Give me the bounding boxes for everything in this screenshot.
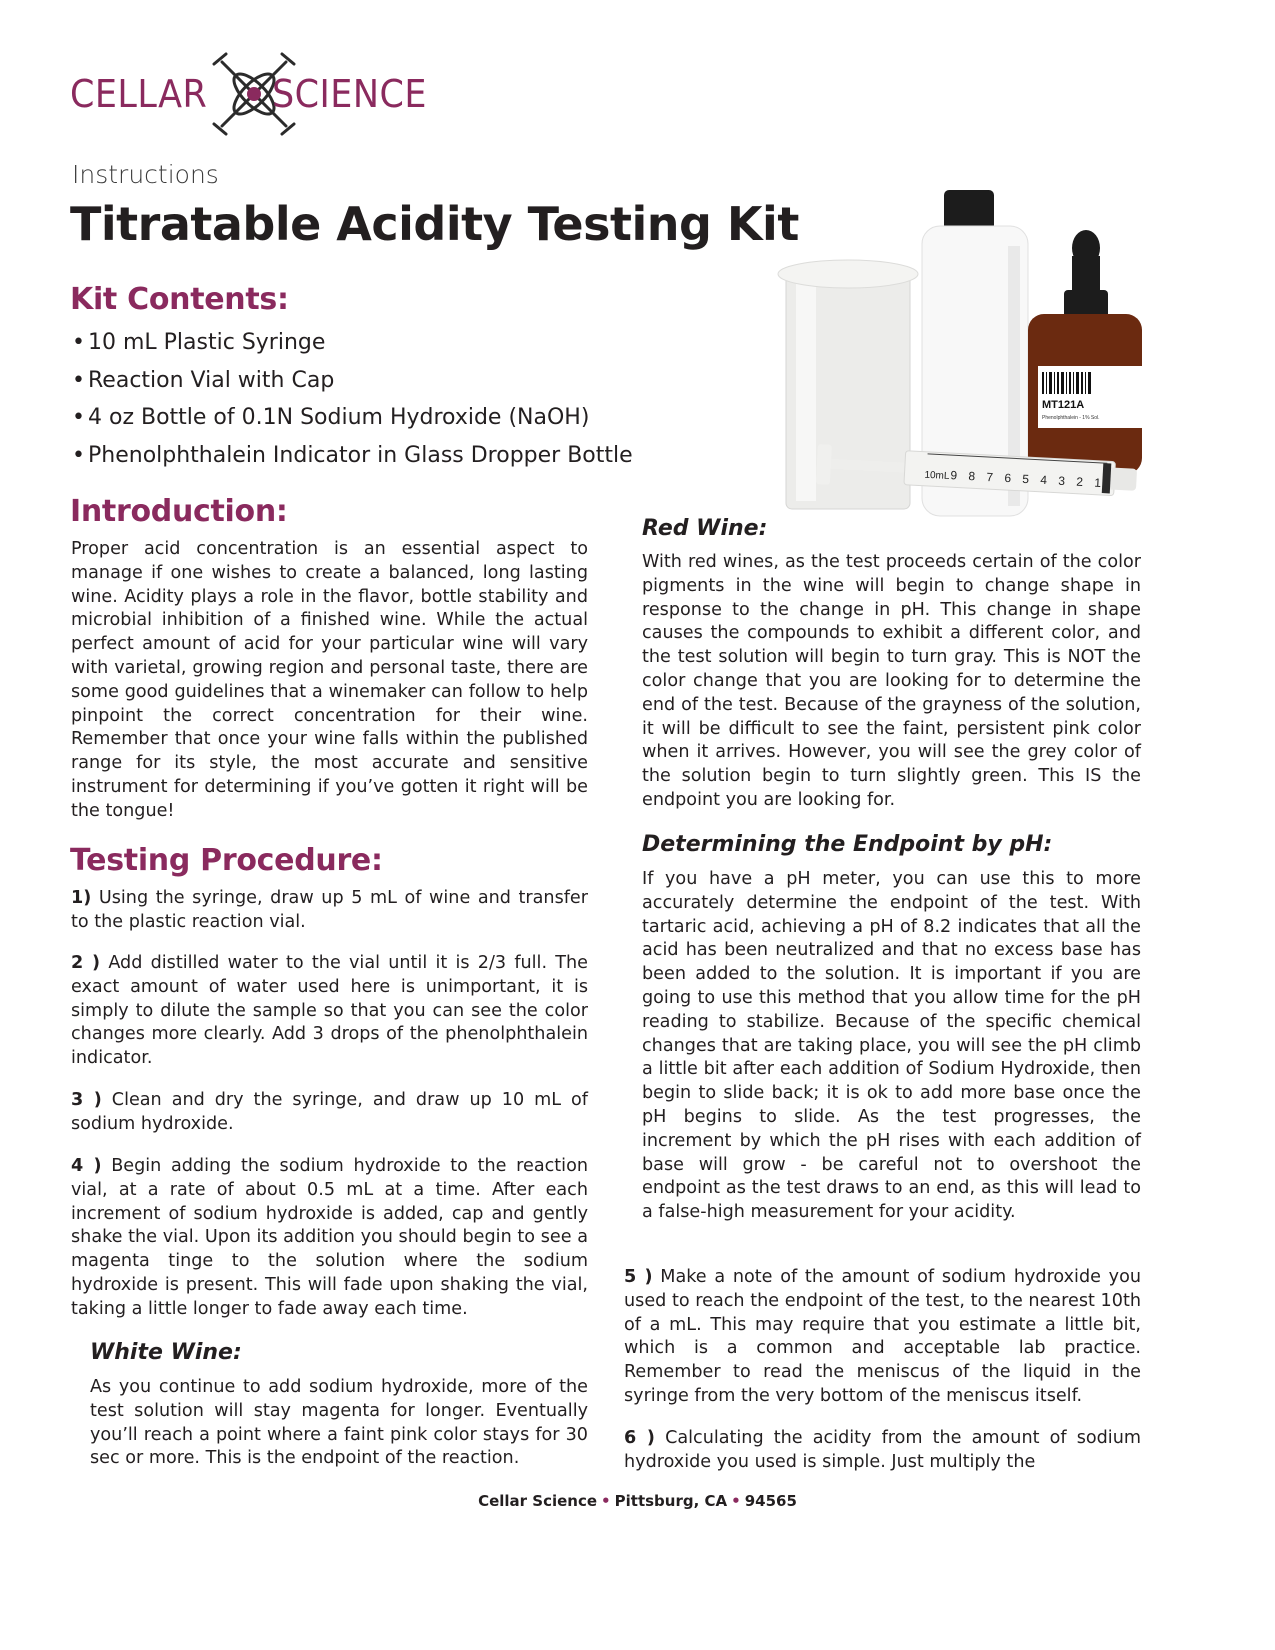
svg-text:1: 1 (1093, 475, 1102, 490)
svg-text:5: 5 (1022, 471, 1030, 487)
svg-text:3: 3 (1057, 473, 1066, 489)
svg-text:2: 2 (1075, 474, 1084, 490)
list-item: • Reaction Vial with Cap (72, 367, 335, 393)
white-wine-heading: White Wine: (90, 1340, 242, 1365)
svg-text:Phenolphthalein - 1% Sol.: Phenolphthalein - 1% Sol. (1042, 415, 1100, 421)
document-type-label: Instructions (72, 160, 219, 189)
dropper-bottle-icon (1028, 230, 1142, 474)
kit-contents-heading: Kit Contents: (70, 282, 289, 317)
procedure-step-3: 3 ) Clean and dry the syringe, and draw up 10 mL of sodium hydroxide. (71, 1090, 588, 1134)
ph-endpoint-text: If you have a pH meter, you can use this to more accurately determine the endpoint of the test. With tartaric acid, achieving a pH of 8.2 indicates that all the acid has been neutralized and that no excess base has been added to the solution. It is important if you are going to use this method that you allow time for the pH reading to stabilize. Because of the specific chemical changes that are taking place, you will see the pH climb a little bit after each addition of Sodium Hydroxide, then begin to slide back; it is ok to add more base once the pH begins to slide. As the test progresses, the increment by which the pH rises with each addition of base will grow - be careful not to overshoot the endpoint as the test draws to an end, as this will lead to a false-high measurement for your acidity. (642, 869, 1141, 1223)
procedure-step-2: 2 ) Add distilled water to the vial until it is 2/3 full. The exact amount of water used here is unimportant, it is simply to dilute the sample so that you can see the color changes more clearly. Add 3 drops of the phenolphthalein indicator. (71, 953, 588, 1069)
footer-address (0, 1492, 1275, 1510)
white-wine-text: As you continue to add sodium hydroxide, more of the test solution will stay magenta for longer. Eventually you’ll reach a point where a faint pink color stays for 30 sec or more. This is the endpoint of the reaction. (90, 1377, 588, 1469)
red-wine-text: With red wines, as the test proceeds certain of the color pigments in the wine will begin to change shape in response to the change in pH. This change in shape causes the compounds to exhibit a different color, and the test solution will begin to turn gray. This is NOT the color change that you are looking for to determine the end of the test. Because of the grayness of the solution, it will be difficult to see the faint, persistent pink color when it arrives. However, you will see the grey color of the solution begin to turn slightly green. This IS the endpoint you are looking for. (642, 552, 1141, 810)
svg-text:10mL: 10mL (924, 469, 950, 483)
kit-contents-list (72, 324, 633, 474)
separator-dot-icon: • (731, 1492, 741, 1510)
procedure-step-4: 4 ) Begin adding the sodium hydroxide to the reaction vial, at a rate of about 0.5 mL at a time. After each increment of sodium hydroxide is added, cap and gently shake the vial. Upon its addition you should begin to see a magenta tinge to the solution where the sodium hydroxide is present. This will fade upon shaking the vial, taking a little longer to fade away each time. (71, 1156, 588, 1319)
procedure-step-5: 5 ) Make a note of the amount of sodium hydroxide you used to reach the endpoint of the test, to the nearest 10th of a mL. This may require that you estimate a little bit, which is a common and acceptable lab practice. Remember to read the meniscus of the liquid in the syringe from the very bottom of the meniscus itself. (624, 1267, 1141, 1406)
logo-text-cellar: CELLAR (70, 72, 208, 116)
procedure-step-6: 6 ) Calculating the acidity from the amount of sodium hydroxide you used is simple. Just multiply the (624, 1428, 1141, 1472)
introduction-heading: Introduction: (70, 494, 288, 529)
footer-zip: 94565 (744, 1492, 797, 1510)
list-item: • Phenolphthalein Indicator in Glass Dropper Bottle (72, 442, 633, 468)
procedure-step-1: 1) Using the syringe, draw up 5 mL of wine and transfer to the plastic reaction vial. (71, 888, 588, 932)
introduction-text: Proper acid concentration is an essential aspect to manage if one wishes to create a balanced, long lasting wine. Acidity plays a role in the flavor, bottle stability and microbial inhibition of a finished wine. While the actual perfect amount of acid for your particular wine will vary with varietal, growing region and personal taste, there are some good guidelines that a winemaker can follow to help pinpoint the correct concentration for their wine. Remember that once your wine falls within the published range for its style, the most accurate and sensitive instrument for determining if you’ve gotten it right will be the tongue! (71, 539, 588, 821)
list-item: • 4 oz Bottle of 0.1N Sodium Hydroxide (NaOH) (72, 405, 590, 430)
footer-city: Pittsburg, CA (614, 1492, 728, 1510)
brand-logo (70, 50, 430, 140)
kit-product-photo (776, 186, 1142, 526)
svg-text:4: 4 (1040, 472, 1048, 488)
ph-endpoint-heading: Determining the Endpoint by pH: (642, 832, 1053, 857)
svg-text:MT121A: MT121A (1042, 399, 1085, 411)
page-title: Titratable Acidity Testing Kit (70, 197, 799, 251)
svg-text:8: 8 (968, 469, 976, 484)
svg-text:9: 9 (950, 468, 958, 483)
red-wine-heading: Red Wine: (642, 516, 768, 541)
list-item: • 10 mL Plastic Syringe (72, 330, 326, 355)
footer-company: Cellar Science (478, 1492, 598, 1510)
testing-procedure-heading: Testing Procedure: (70, 843, 383, 878)
svg-text:7: 7 (986, 469, 994, 485)
separator-dot-icon: • (601, 1492, 611, 1510)
logo-text-science: SCIENCE (272, 72, 427, 116)
svg-text:6: 6 (1004, 470, 1012, 486)
